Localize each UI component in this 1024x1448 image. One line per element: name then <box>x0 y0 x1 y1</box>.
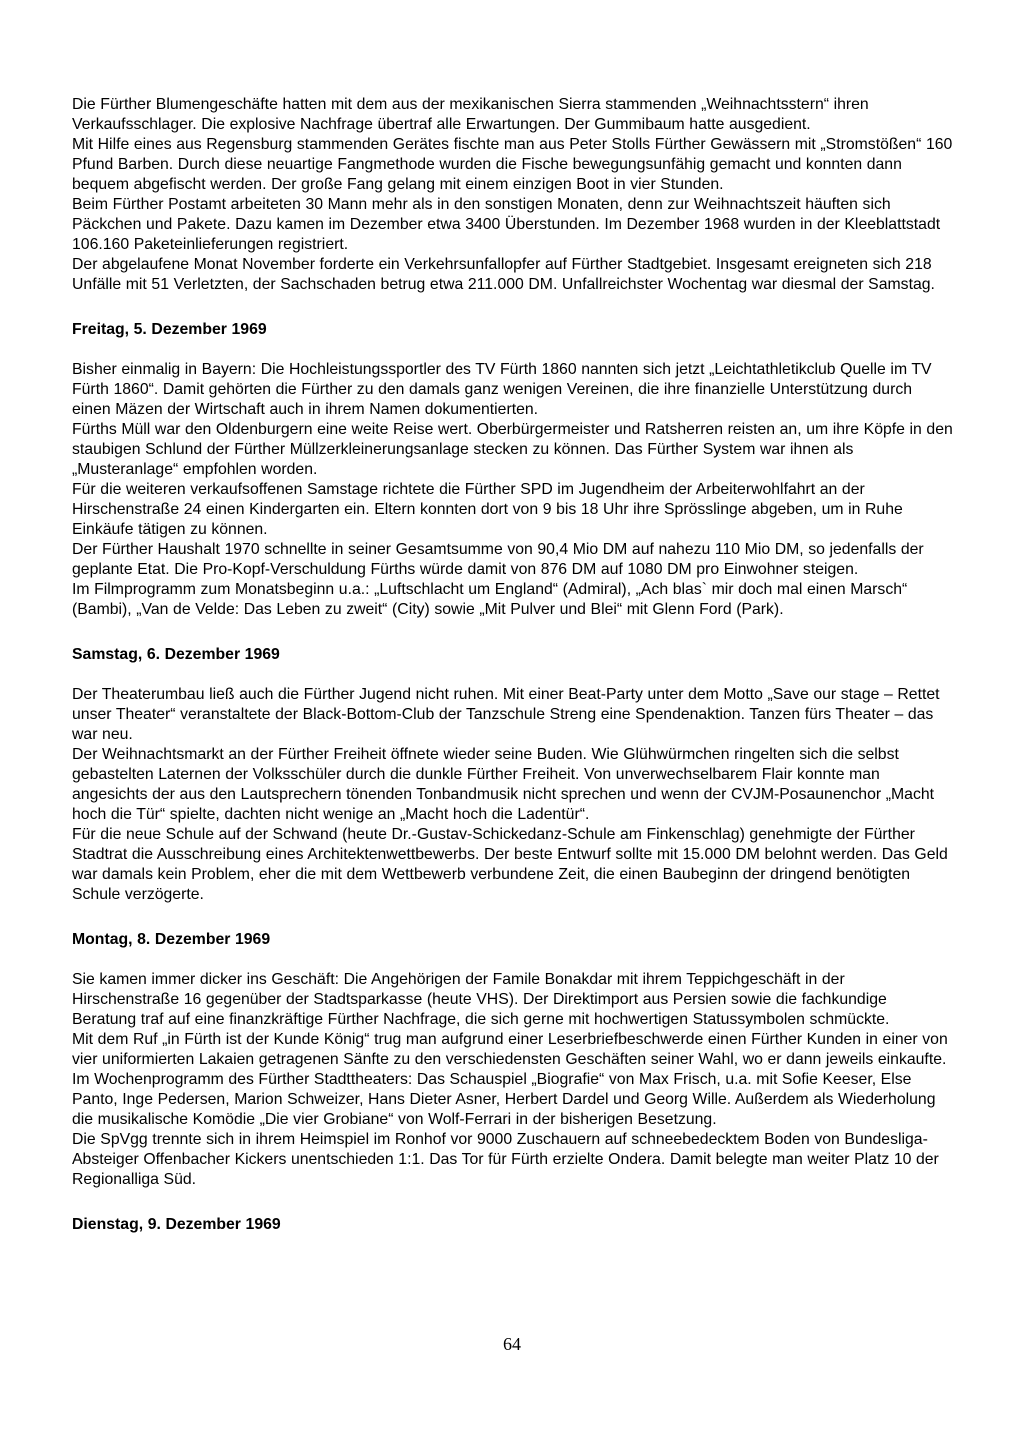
paragraph: Im Filmprogramm zum Monatsbeginn u.a.: „Luftschlacht um England“ (Admiral), „Ach blas` mir doch mal einen Marsch“ (Bambi), „Van de Velde: Das Leben zu zweit“ (City) sowie „Mit Pulver und Blei“ mit Glenn Ford (Park). <box>72 581 908 618</box>
paragraph: Mit dem Ruf „in Fürth ist der Kunde König“ trug man aufgrund einer Leserbriefbeschwerde einen Fürther Kunden in einer von vier uniformierten Lakaien getragenen Sänfte zu den verschiedensten Geschäften seiner Wahl, wo er dann jeweils einkaufte. <box>72 1031 948 1068</box>
paragraph: Beim Fürther Postamt arbeiteten 30 Mann mehr als in den sonstigen Monaten, denn zur Weihnachtszeit häuften sich Päckchen und Pakete. Dazu kamen im Dezember etwa 3400 Überstunden. Im Dezember 1968 wurden in der Kleeblattstadt 106.160 Paketeinlieferungen registriert. <box>72 196 941 253</box>
paragraph: Der Theaterumbau ließ auch die Fürther Jugend nicht ruhen. Mit einer Beat-Party unter dem Motto „Save our stage – Rettet unser Theater“ veranstaltete der Black-Bottom-Club der Tanzschule Streng eine Spendenaktion. Tanzen fürs Theater – das war neu. <box>72 686 940 743</box>
paragraph: Mit Hilfe eines aus Regensburg stammenden Gerätes fischte man aus Peter Stolls Fürther Gewässern mit „Stromstößen“ 160 Pfund Barben. Durch diese neuartige Fangmethode wurden die Fische bewegungsunfähig gemacht und konnten dann bequem abgefischt werden. Der große Fang gelang mit einem einzigen Boot in vier Stunden. <box>72 136 953 193</box>
section-heading: Montag, 8. Dezember 1969 <box>72 931 271 948</box>
paragraph: Fürths Müll war den Oldenburgern eine weite Reise wert. Oberbürgermeister und Ratsherren reisten an, um ihre Köpfe in den staubigen Schlund der Fürther Müllzerkleinerungsanlage stecken zu können. Das Fürther System war ihnen als „Musteranlage“ empfohlen worden. <box>72 421 953 478</box>
paragraph: Der abgelaufene Monat November forderte ein Verkehrsunfallopfer auf Fürther Stadtgebiet. Insgesamt ereigneten sich 218 Unfälle mit 51 Verletzten, der Sachschaden betrug etwa 211.000 DM. Unfallreichster Wochentag war diesmal der Samstag. <box>72 256 935 293</box>
paragraph: Bisher einmalig in Bayern: Die Hochleistungssportler des TV Fürth 1860 nannten sich jetzt „Leichtathletikclub Quelle im TV Fürth 1860“. Damit gehörten die Fürther zu den damals ganz wenigen Vereinen, die ihre finanzielle Unterstützung durch einen Mäzen der Wirtschaft auch in ihrem Namen dokumentierten. <box>72 361 932 418</box>
section-heading: Dienstag, 9. Dezember 1969 <box>72 1216 281 1233</box>
document-body <box>72 95 954 1255</box>
paragraph: Sie kamen immer dicker ins Geschäft: Die Angehörigen der Famile Bonakdar mit ihrem Teppichgeschäft in der Hirschenstraße 16 gegenüber der Stadtsparkasse (heute VHS). Der Direktimport aus Persien sowie die fachkundige Beratung traf auf eine finanzkräftige Fürther Nachfrage, die sich gerne mit hochwertigen Statussymbolen schmückte. <box>72 971 890 1028</box>
paragraph: Die SpVgg trennte sich in ihrem Heimspiel im Ronhof vor 9000 Zuschauern auf schneebedecktem Boden von Bundesliga-Absteiger Offenbacher Kickers unentschieden 1:1. Das Tor für Fürth erzielte Ondera. Damit belegte man weiter Platz 10 der Regionalliga Süd. <box>72 1131 939 1188</box>
paragraph: Die Fürther Blumengeschäfte hatten mit dem aus der mexikanischen Sierra stammenden „Weihnachtsstern“ ihren Verkaufsschlager. Die explosive Nachfrage übertraf alle Erwartungen. Der Gummibaum hatte ausgedient. <box>72 96 869 133</box>
section-heading: Freitag, 5. Dezember 1969 <box>72 321 267 338</box>
section-heading: Samstag, 6. Dezember 1969 <box>72 646 280 663</box>
paragraph: Der Fürther Haushalt 1970 schnellte in seiner Gesamtsumme von 90,4 Mio DM auf nahezu 110 Mio DM, so jedenfalls der geplante Etat. Die Pro-Kopf-Verschuldung Fürths würde damit von 876 DM auf 1080 DM pro Einwohner steigen. <box>72 541 924 578</box>
paragraph: Für die neue Schule auf der Schwand (heute Dr.-Gustav-Schickedanz-Schule am Finkenschlag) genehmigte der Fürther Stadtrat die Ausschreibung eines Architektenwettbewerbs. Der beste Entwurf sollte mit 15.000 DM belohnt werden. Das Geld war damals kein Problem, eher die mit dem Wettbewerb verbundene Zeit, die einen Baubeginn der dringend benötigten Schule verzögerte. <box>72 826 948 903</box>
page-footer <box>0 1333 1024 1355</box>
paragraph: Für die weiteren verkaufsoffenen Samstage richtete die Fürther SPD im Jugendheim der Arbeiterwohlfahrt an der Hirschenstraße 24 einen Kindergarten ein. Eltern konnten dort von 9 bis 18 Uhr ihre Sprösslinge abgeben, um in Ruhe Einkäufe tätigen zu können. <box>72 481 903 538</box>
paragraph: Der Weihnachtsmarkt an der Fürther Freiheit öffnete wieder seine Buden. Wie Glühwürmchen ringelten sich die selbst gebastelten Laternen der Volksschüler durch die dunkle Fürther Freiheit. Von unverwechselbarem Flair konnte man angesichts der aus den Lautsprechern tönenden Tonbandmusik nicht sprechen und wenn der CVJM-Posaunenchor „Macht hoch die Tür“ spielte, dachten nicht wenige an „Macht hoch die Ladentür“. <box>72 746 935 823</box>
page-number: 64 <box>503 1334 521 1354</box>
paragraph: Im Wochenprogramm des Fürther Stadttheaters: Das Schauspiel „Biografie“ von Max Frisch, u.a. mit Sofie Keeser, Else Panto, Inge Pedersen, Marion Schweizer, Hans Dieter Asner, Herbert Dardel und Georg Wille. Außerdem als Wiederholung die musikalische Komödie „Die vier Grobiane“ von Wolf-Ferrari in der bisherigen Besetzung. <box>72 1071 936 1128</box>
